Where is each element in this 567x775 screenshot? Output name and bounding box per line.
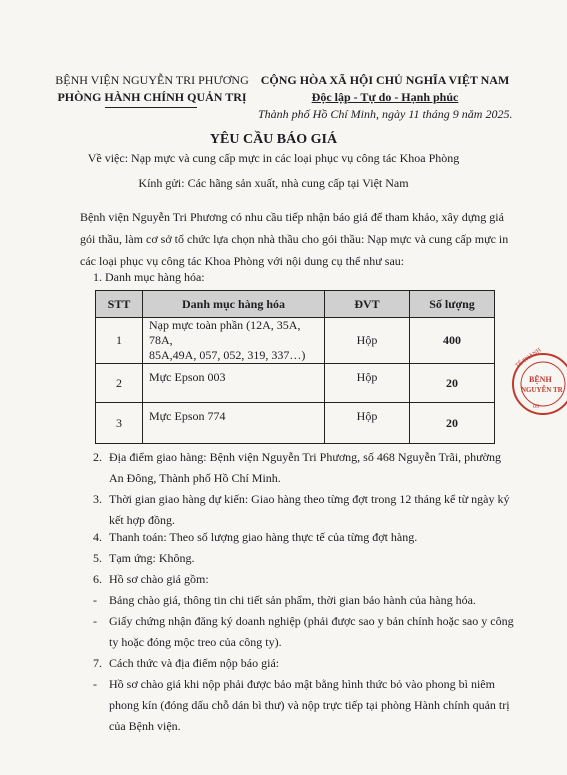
red-seal-stamp: [503, 347, 567, 416]
list-item: 7. Cách thức và địa điểm nộp báo giá:: [93, 656, 280, 670]
cell-qty: 400: [410, 318, 495, 364]
recipient-line: Kính gửi: Các hãng sản xuất, nhà cung cấp tại Việt Nam: [138, 176, 409, 190]
cell-unit: Hộp: [325, 318, 410, 364]
cell-unit: Hộp: [325, 364, 410, 403]
list-item: - Bảng chào giá, thông tin chi tiết sản phẩm, thời gian bảo hành của hàng hóa.: [93, 593, 476, 607]
date-line: Thành phố Hồ Chí Minh, ngày 11 tháng 9 năm 2025.: [258, 107, 513, 121]
list-item: 5. Tạm ứng: Không.: [93, 551, 195, 565]
national-header: [258, 72, 512, 123]
cell-name-line1: Nạp mực toàn phần (12A, 35A, 78A,: [149, 318, 301, 347]
intro-line2: gói thầu, làm cơ sở tổ chức lựa chọn nhà thầu cho gói thầu: Nạp mực và cung cấp mực in: [80, 232, 509, 246]
seal-text-2: NGUYỄN TR: [521, 386, 563, 394]
cell-name: Mực Epson 003: [143, 364, 325, 403]
document-title: YÊU CẦU BÁO GIÁ: [209, 132, 338, 147]
cell-qty: 20: [410, 403, 495, 444]
list-item: - Hồ sơ chào giá khi nộp phải được bảo mật bằng hình thức bỏ vào phong bì niêm phong kín (đóng dấu chỗ dán bì thư) và nộp trực tiếp tại phòng Hành chính quản trị của Bệnh viện.: [93, 677, 510, 733]
header-name: Danh mục hàng hóa: [143, 291, 325, 318]
table-row: [96, 364, 495, 403]
header-unit: ĐVT: [325, 291, 410, 318]
intro-line3: các loại phục vụ công tác Khoa Phòng với nội dung cụ thể như sau:: [80, 254, 405, 268]
header-stt: STT: [96, 291, 143, 318]
list-item: - Giấy chứng nhận đăng ký doanh nghiệp (phải được sao y bản chính hoặc sao y công ty hoặc đóng mộc treo của công ty).: [93, 614, 514, 649]
cell-stt: 1: [96, 318, 143, 364]
goods-table: [95, 290, 495, 444]
org-line2: PHÒNG HÀNH CHÍNH QUẢN TRỊ: [57, 90, 247, 104]
cell-name: [143, 318, 325, 364]
cell-stt: 3: [96, 403, 143, 444]
list-item: 4. Thanh toán: Theo số lượng giao hàng thực tế của từng đợt hàng.: [93, 530, 418, 544]
seal-text-3: TẾ THÀNH: [514, 347, 543, 370]
nation-line1: CỘNG HÒA XÃ HỘI CHỦ NGHĨA VIỆT NAM: [260, 73, 510, 87]
list-item: 2. Địa điểm giao hàng: Bệnh viện Nguyễn Tri Phương, số 468 Nguyễn Trãi, phường An Đông, Thành phố Hồ Chí Minh.: [93, 450, 502, 485]
seal-text-1: BỆNH: [529, 375, 552, 384]
table-row: [96, 318, 495, 364]
seal-text-4: 09: [533, 404, 539, 410]
cell-name: Mực Epson 774: [143, 403, 325, 444]
item1-heading: 1. Danh mục hàng hóa:: [93, 270, 205, 284]
table-row: [96, 403, 495, 444]
list-item: 3. Thời gian giao hàng dự kiến: Giao hàng theo từng đợt trong 12 tháng kể từ ngày ký kết hợp đồng.: [93, 492, 510, 527]
subject-line: Về việc: Nạp mực và cung cấp mực in các loại phục vụ công tác Khoa Phòng: [87, 151, 460, 165]
list-item: 6. Hồ sơ chào giá gồm:: [93, 572, 209, 586]
cell-unit: Hộp: [325, 403, 410, 444]
nation-motto: Độc lập - Tự do - Hạnh phúc: [311, 90, 459, 104]
organization-header: [52, 72, 252, 106]
header-underline: [105, 107, 197, 108]
cell-stt: 2: [96, 364, 143, 403]
cell-name-line2: 85A,49A, 057, 052, 319, 337…): [149, 348, 306, 362]
header-qty: Số lượng: [410, 291, 495, 318]
cell-qty: 20: [410, 364, 495, 403]
org-line1: BỆNH VIỆN NGUYỄN TRI PHƯƠNG: [55, 73, 249, 87]
intro-line1: Bệnh viện Nguyễn Tri Phương có nhu cầu tiếp nhận báo giá để tham khảo, xây dựng giá: [80, 210, 504, 224]
intro-paragraph: [80, 206, 509, 272]
table-header-row: [96, 291, 495, 318]
